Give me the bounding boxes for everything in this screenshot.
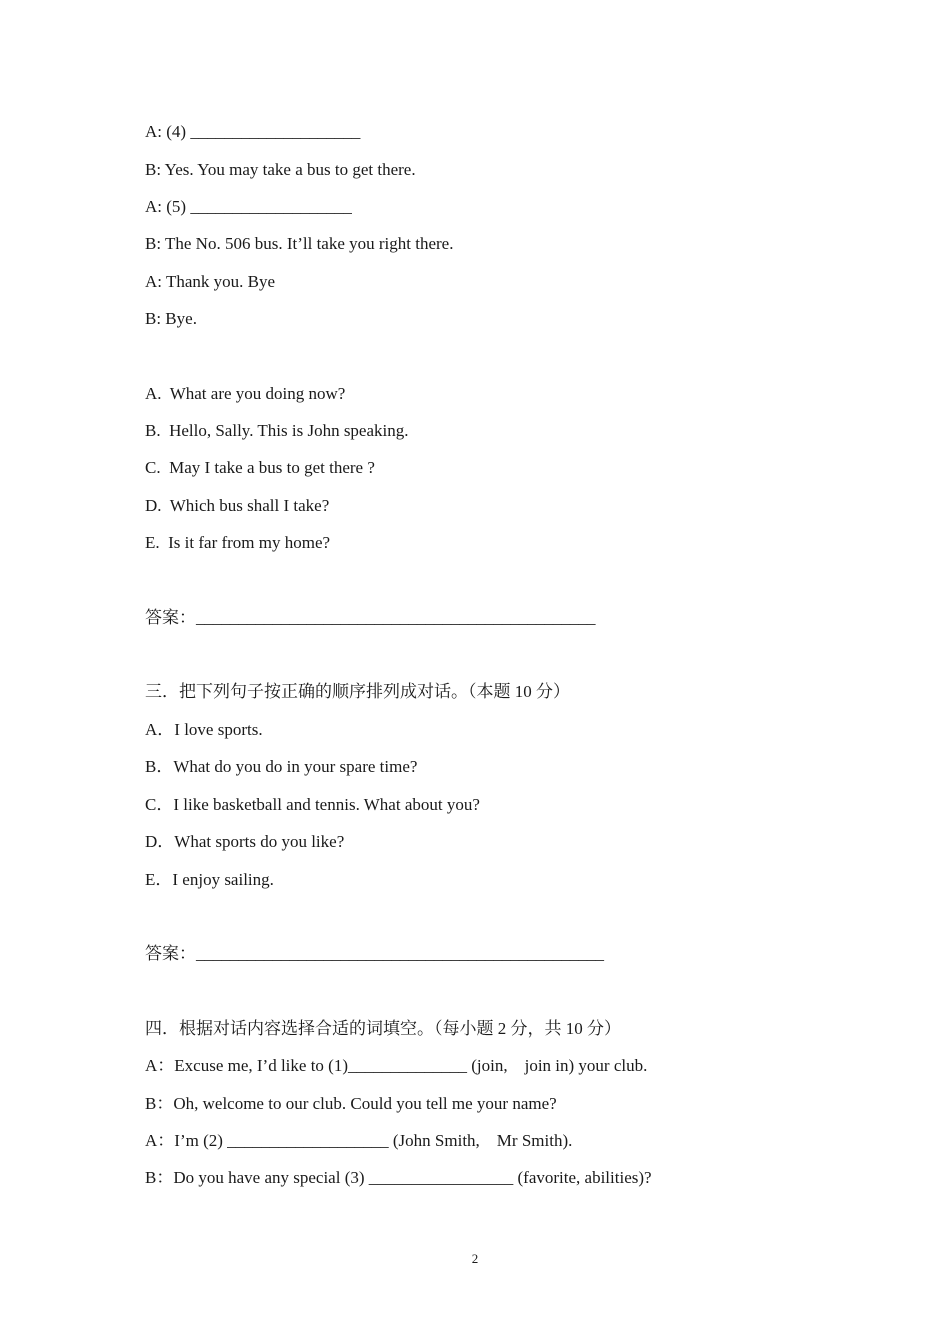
dialogue-line: B: Yes. You may take a bus to get there.: [145, 160, 416, 179]
section-heading: 三．把下列句子按正确的顺序排列成对话。（本题 10 分）: [145, 682, 570, 701]
option-item: E．I enjoy sailing.: [145, 870, 274, 889]
option-item: E. Is it far from my home?: [145, 533, 331, 552]
option-item: A. What are you doing now?: [145, 384, 346, 403]
answer-line: 答案：________________________________________________: [145, 944, 604, 963]
page-number: 2: [471, 1251, 479, 1266]
dialogue-line: A: (5) ___________________: [145, 197, 352, 216]
section-heading: 四．根据对话内容选择合适的词填空。（每小题 2 分，共 10 分）: [145, 1019, 621, 1038]
dialogue-line: B: Bye.: [145, 309, 197, 328]
dialogue-line: B：Oh, welcome to our club. Could you tell me your name?: [145, 1094, 557, 1113]
option-item: C．I like basketball and tennis. What about you?: [145, 795, 480, 814]
dialogue-line: A: Thank you. Bye: [145, 272, 276, 291]
option-item: A．I love sports.: [145, 720, 263, 739]
dialogue-line: A：I’m (2) ___________________ (John Smith, Mr Smith).: [145, 1131, 573, 1150]
dialogue-line: A: (4) ____________________: [145, 122, 361, 141]
option-item: B. Hello, Sally. This is John speaking.: [145, 421, 409, 440]
option-item: D. Which bus shall I take?: [145, 496, 330, 515]
option-item: C. May I take a bus to get there ?: [145, 458, 375, 477]
dialogue-line: B: The No. 506 bus. It’ll take you right there.: [145, 234, 454, 253]
option-item: D．What sports do you like?: [145, 832, 345, 851]
answer-line: 答案：_______________________________________________: [145, 608, 596, 627]
option-item: B．What do you do in your spare time?: [145, 757, 418, 776]
dialogue-line: B：Do you have any special (3) _________________ (favorite, abilities)?: [145, 1168, 652, 1187]
dialogue-line: A：Excuse me, I’d like to (1)______________ (join, join in) your club.: [145, 1056, 648, 1075]
